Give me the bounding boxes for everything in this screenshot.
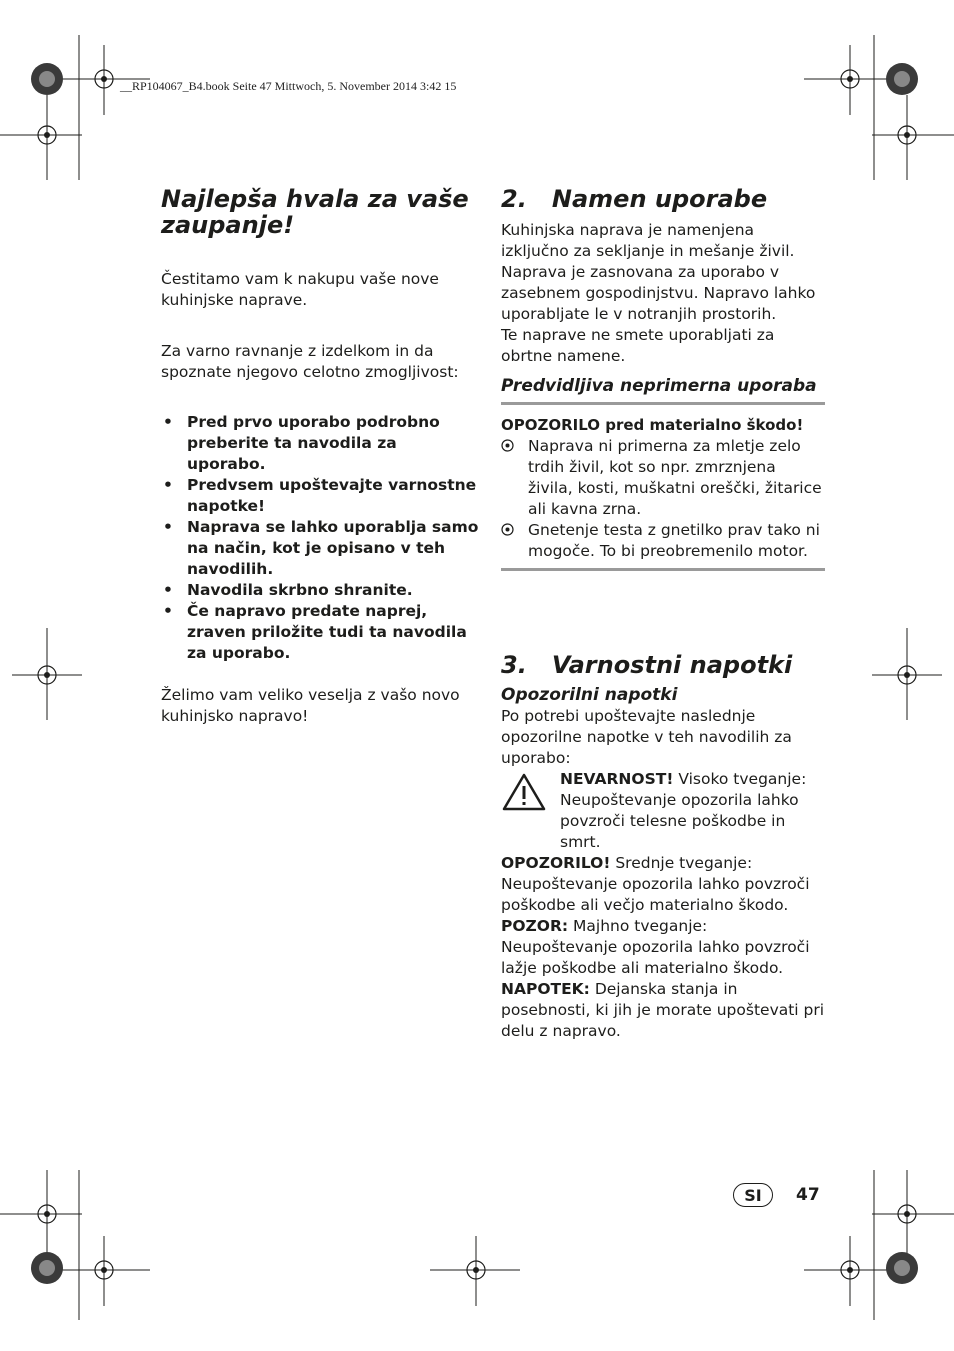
danger-block — [501, 769, 825, 853]
file-info-header: __RP104067_B4.book Seite 47 Mittwoch, 5. November 2014 3:42 15 — [120, 79, 457, 93]
language-badge: SI — [733, 1183, 773, 1207]
warning-text: Srednje tveganje: Neupoštevanje opozorila lahko povzroči poškodbe ali večjo materialno škodo. — [501, 854, 810, 914]
material-damage-warning-title: OPOZORILO pred materialno škodo! — [501, 416, 804, 434]
list-item-text: Gnetenje testa z gnetilko prav tako ni mogoče. To bi preobremenilo motor. — [528, 521, 820, 560]
divider — [501, 402, 825, 405]
list-item — [501, 520, 825, 562]
misuse-subheading: Predvidljiva neprimerna uporaba — [501, 376, 817, 396]
divider — [501, 568, 825, 571]
list-item-text: Naprava ni primerna za mletje zelo trdih živil, kot so npr. zmrznjena živila, kosti, muškatni oreščki, žitarice ali kavna zrna. — [528, 437, 822, 518]
list-item — [501, 436, 825, 520]
list-item: • Predvsem upoštevajte varnostne napotke! — [161, 475, 479, 517]
misuse-list — [501, 436, 825, 562]
note-label: NAPOTEK: — [501, 980, 590, 998]
purpose-paragraph-3: Te naprave ne smete uporabljati za obrtne namene. — [501, 326, 775, 365]
purpose-paragraph-1: Kuhinjska naprava je namenjena izključno za sekljanje in mešanje živil. — [501, 221, 795, 260]
section-safety — [501, 652, 825, 1042]
caution-text: Majhno tveganje: Neupoštevanje opozorila lahko povzroči lažje poškodbe ali materialno škodo. — [501, 917, 810, 977]
prohibition-icon — [501, 439, 514, 452]
advice-list — [161, 412, 479, 664]
left-column — [161, 186, 479, 727]
intro-paragraph-2: Za varno ravnanje z izdelkom in da spoznate njegovo celotno zmogljivost: — [161, 342, 459, 381]
list-item: • Če napravo predate naprej, zraven priložite tudi ta navodila za uporabo. — [161, 601, 479, 664]
warning-label: OPOZORILO! — [501, 854, 611, 872]
list-item: • Navodila skrbno shranite. — [161, 580, 479, 601]
section-2-heading: 2. Namen uporabe — [501, 185, 768, 213]
warnings-intro: Po potrebi upoštevajte naslednje opozorilne napotke v teh navodilih za uporabo: — [501, 707, 792, 767]
list-item: • Naprava se lahko uporablja samo na način, kot je opisano v teh navodilih. — [161, 517, 479, 580]
caution-label: POZOR: — [501, 917, 569, 935]
danger-label: NEVARNOST! — [560, 770, 674, 788]
danger-text: Visoko tveganje: Neupoštevanje opozorila lahko povzroči telesne poškodbe in smrt. — [560, 770, 807, 851]
intro-paragraph-1: Čestitamo vam k nakupu vaše nove kuhinjske naprave. — [161, 270, 439, 309]
prohibition-icon — [501, 523, 514, 536]
purpose-paragraph-2: Naprava je zasnovana za uporabo v zasebnem gospodinjstvu. Napravo lahko uporabljate le v notranjih prostorih. — [501, 263, 816, 323]
warning-triangle-icon — [502, 773, 546, 811]
list-item: • Pred prvo uporabo podrobno preberite ta navodila za uporabo. — [161, 412, 479, 475]
note-text: Dejanska stanja in posebnosti, ki jih je morate upoštevati pri delu z napravo. — [501, 980, 825, 1040]
page-title: Najlepša hvala za vaše zaupanje! — [161, 185, 469, 239]
page-number: 47 — [796, 1185, 820, 1205]
warnings-subheading: Opozorilni napotki — [501, 685, 678, 705]
section-3-heading: 3. Varnostni napotki — [501, 651, 793, 679]
section-purpose — [501, 186, 825, 571]
closing-paragraph: Želimo vam veliko veselja z vašo novo kuhinjsko napravo! — [161, 686, 460, 725]
